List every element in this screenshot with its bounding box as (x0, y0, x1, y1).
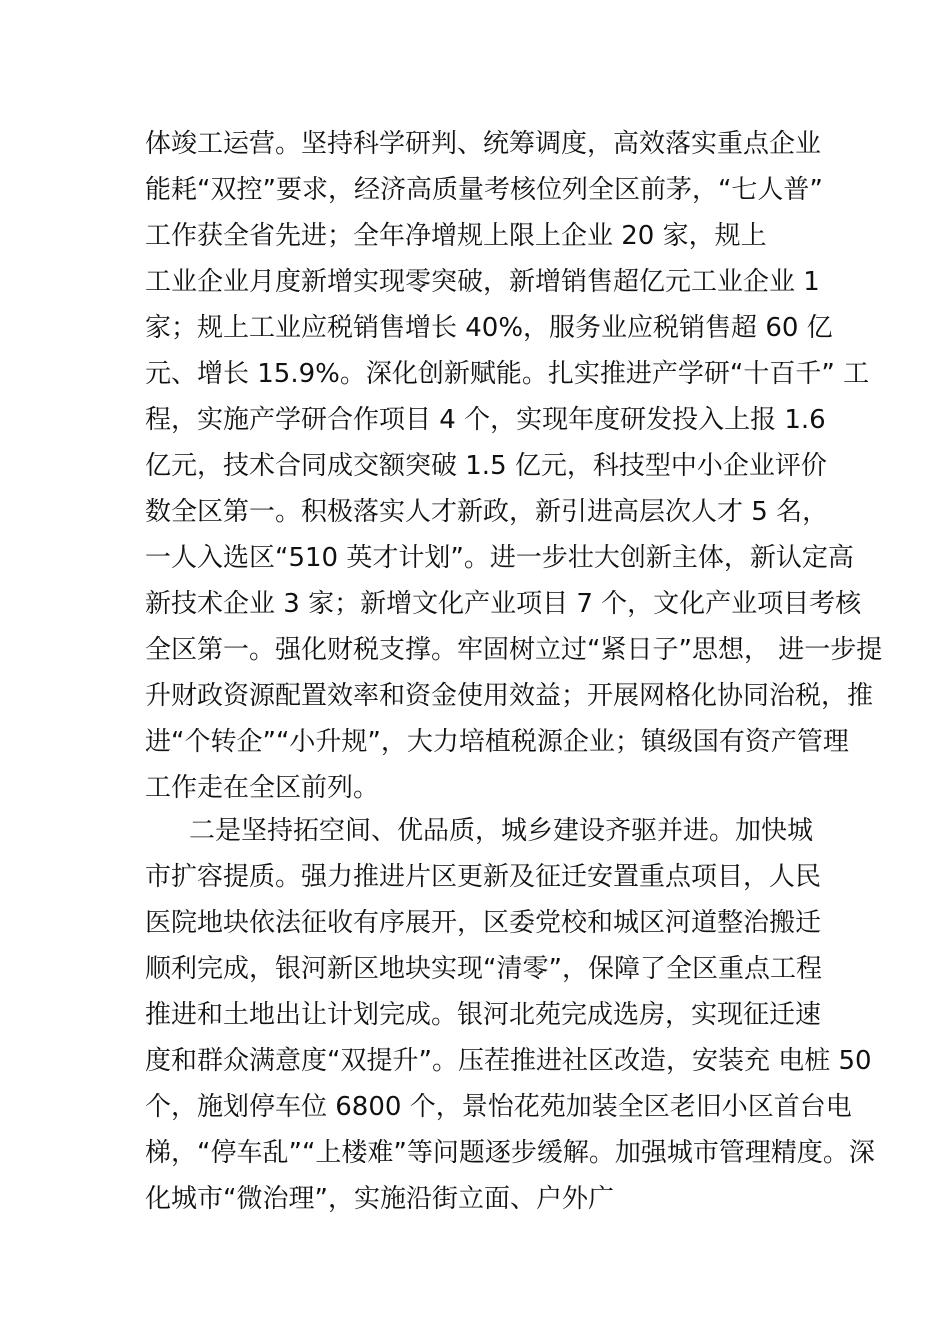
paragraph-2 (145, 808, 875, 1222)
paragraph-1 (145, 121, 883, 811)
paragraph-line: 元、增长 15.9%。深化创新赋能。扎实推进产学研“十百千” 工 (145, 359, 870, 389)
paragraph-line: 个，施划停车位 6800 个，景怡花苑加装全区老旧小区首台电 (145, 1092, 852, 1122)
paragraph-line: 体竣工运营。坚持科学研判、统筹调度，高效落实重点企业 (145, 129, 822, 159)
paragraph-line: 化城市“微治理”，实施沿街立面、户外广 (145, 1184, 614, 1214)
paragraph-line: 能耗“双控”要求，经济高质量考核位列全区前茅，“七人普” (145, 175, 823, 205)
paragraph-line: 工作走在全区前列。 (145, 773, 380, 803)
paragraph-line: 升财政资源配置效率和资金使用效益；开展网格化协同治税，推 (145, 681, 874, 711)
paragraph-line: 梯，“停车乱”“上楼难”等问题逐步缓解。加强城市管理精度。深 (145, 1138, 875, 1168)
paragraph-line: 新技术企业 3 家；新增文化产业项目 7 个，文化产业项目考核 (145, 589, 862, 619)
paragraph-line: 推进和土地出让计划完成。银河北苑完成选房，实现征迁速 (145, 1000, 822, 1030)
paragraph-line: 进“个转企”“小升规”，大力培植税源企业；镇级国有资产管理 (145, 727, 849, 757)
paragraph-line: 二是坚持拓空间、优品质，城乡建设齐驱并进。加快城 (189, 816, 814, 846)
paragraph-line: 顺利完成，银河新区地块实现“清零”，保障了全区重点工程 (145, 954, 822, 984)
paragraph-line: 工业企业月度新增实现零突破，新增销售超亿元工业企业 1 (145, 267, 820, 297)
paragraph-line: 程，实施产学研合作项目 4 个，实现年度研发投入上报 1.6 (145, 405, 826, 435)
paragraph-line: 医院地块依法征收有序展开，区委党校和城区河道整治搬迁 (145, 908, 822, 938)
paragraph-line: 全区第一。强化财税支撑。牢固树立过“紧日子”思想， 进一步提 (145, 635, 883, 665)
paragraph-line: 市扩容提质。强力推进片区更新及征迁安置重点项目，人民 (145, 862, 822, 892)
paragraph-line: 家；规上工业应税销售增长 40%，服务业应税销售超 60 亿 (145, 313, 833, 343)
paragraph-line: 度和群众满意度“双提升”。压茬推进社区改造，安装充 电桩 50 (145, 1046, 872, 1076)
paragraph-line: 亿元，技术合同成交额突破 1.5 亿元，科技型中小企业评价 (145, 451, 827, 481)
paragraph-line: 数全区第一。积极落实人才新政，新引进高层次人才 5 名， (145, 497, 829, 527)
paragraph-line: 一人入选区“510 英才计划”。进一步壮大创新主体，新认定高 (145, 543, 854, 573)
paragraph-line: 工作获全省先进；全年净增规上限上企业 20 家，规上 (145, 221, 767, 251)
